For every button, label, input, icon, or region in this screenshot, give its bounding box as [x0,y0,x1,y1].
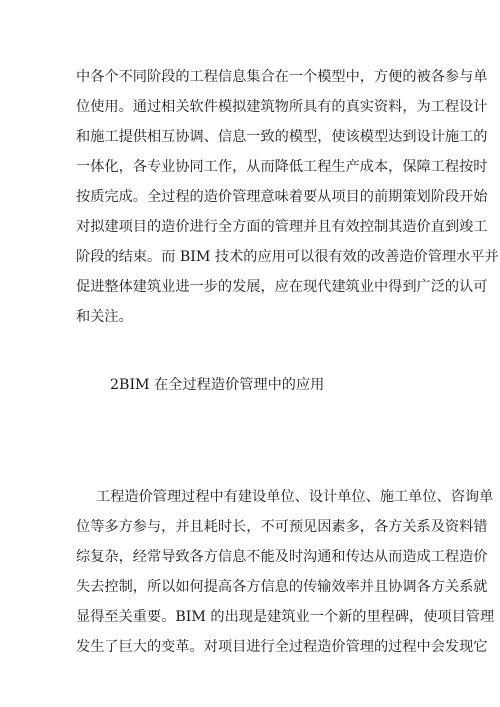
paragraph-line: 发生了巨大的变革。对项目进行全过程造价管理的过程中会发现它 [76,639,488,655]
paragraph-line: 失去控制，所以如何提高各方信息的传输效率并且协调各方关系就 [76,579,488,595]
paragraph-line: 显得至关重要。BIM 的出现是建筑业一个新的里程碑，使项目管理 [76,609,495,625]
paragraph-line: 促进整体建筑业进一步的发展，应在现代建筑业中得到广泛的认可 [76,279,488,295]
paragraph-line: 位等多方参与，并且耗时长，不可预见因素多，各方关系及资料错 [76,519,488,535]
paragraph-line: 按质完成。全过程的造价管理意味着要从项目的前期策划阶段开始 [76,189,488,205]
paragraph-line: 一体化，各专业协同工作，从而降低工程生产成本，保障工程按时 [76,159,488,175]
paragraph-line: 综复杂，经常导致各方信息不能及时沟通和传达从而造成工程造价 [76,549,488,565]
section-heading: 2BIM 在全过程造价管理中的应用 [110,377,325,393]
paragraph-line: 中各个不同阶段的工程信息集合在一个模型中，方便的被各参与单 [76,69,488,85]
body-paragraph-1 [76,62,499,332]
paragraph-line: 位使用。通过相关软件模拟建筑物所具有的真实资料，为工程设计 [76,99,488,115]
paragraph-line: 和施工提供相互协调、信息一致的模型，使该模型达到设计施工的 [76,129,488,145]
paragraph-line: 阶段的结束。而 BIM 技术的应用可以很有效的改善造价管理水平并 [76,249,499,265]
body-paragraph-2 [76,482,495,662]
paragraph-line: 工程造价管理过程中有建设单位、设计单位、施工单位、咨询单 [96,489,494,505]
paragraph-line: 和关注。 [76,309,133,325]
paragraph-line: 对拟建项目的造价进行全方面的管理并且有效控制其造价直到竣工 [76,219,488,235]
